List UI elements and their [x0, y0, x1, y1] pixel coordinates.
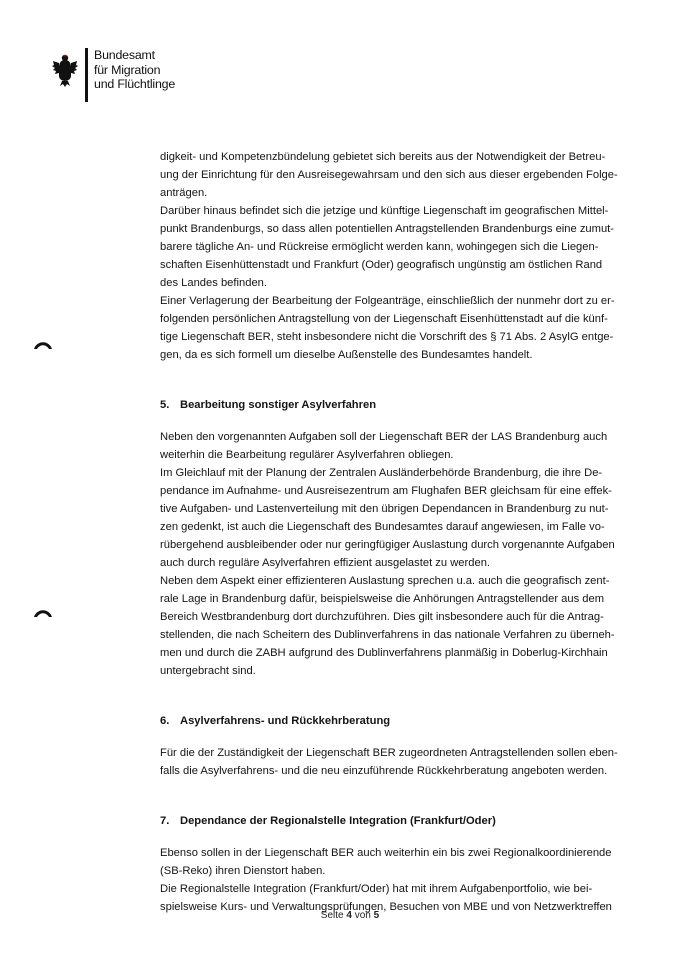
page-of-label: von	[351, 910, 374, 921]
letterhead-rule	[85, 48, 88, 102]
text-line: spielsweise Kurs- und Verwaltungsprüfungen, Besuchen von MBE und von Netzwerktreffen	[160, 901, 612, 913]
section-number: 7.	[160, 815, 170, 827]
section-title: Asylverfahrens- und Rückkehrberatung	[180, 715, 391, 727]
document-body	[160, 148, 628, 916]
section-heading	[160, 396, 628, 414]
text-line: rübergehend ausbleibender oder nur geringfügiger Auslastung durch vorgenannte Aufgaben	[160, 539, 615, 551]
text-line: Ebenso sollen in der Liegenschaft BER auch weiterhin ein bis zwei Regionalkoordinierende	[160, 847, 612, 859]
paragraph	[160, 464, 628, 572]
paragraph	[160, 428, 628, 464]
text-line: (SB-Reko) ihren Dienstort haben.	[160, 865, 326, 877]
section-number: 5.	[160, 399, 170, 411]
text-line: auch durch reguläre Asylverfahren effizient ausgelastet zu werden.	[160, 557, 491, 569]
text-line: gen, da es sich formell um dieselbe Außenstelle des Bundesamtes handelt.	[160, 349, 533, 361]
paragraph	[160, 148, 628, 202]
agency-name-line: für Migration	[94, 62, 161, 77]
punch-hole-mark-icon	[33, 606, 53, 618]
page-footer	[0, 910, 700, 921]
text-line: stellenden, die nach Scheitern des Dublinverfahrens in das nationale Verfahren zu überneh-	[160, 629, 615, 641]
text-line: folgenden persönlichen Antragstellung von der Liegenschaft Eisenhüttenstadt auf die künf-	[160, 313, 608, 325]
letterhead	[52, 48, 175, 102]
agency-name	[94, 48, 175, 92]
paragraph	[160, 844, 628, 880]
text-line: barere tägliche An- und Rückreise ermöglicht werden kann, wohingegen sich die Liegen-	[160, 241, 599, 253]
agency-name-line: Bundesamt	[94, 48, 155, 62]
text-line: Neben den vorgenannten Aufgaben soll der Liegenschaft BER der LAS Brandenburg auch	[160, 431, 608, 443]
text-line: ung der Einrichtung für den Ausreisegewahrsam und den sich aus dieser ergebenden Folge-	[160, 169, 618, 181]
section-title: Bearbeitung sonstiger Asylverfahren	[180, 399, 377, 411]
text-line: Einer Verlagerung der Bearbeitung der Folgeanträge, einschließlich der nunmehr dort zu er-	[160, 295, 615, 307]
text-line: tige Liegenschaft BER, steht insbesondere nicht die Vorschrift des § 71 Abs. 2 AsylG entge-	[160, 331, 614, 343]
paragraph	[160, 202, 628, 292]
paragraph	[160, 292, 628, 364]
text-line: schaften Eisenhüttenstadt und Frankfurt (Oder) geografisch ungünstig am östlichen Rand	[160, 259, 603, 271]
text-line: des Landes befinden.	[160, 277, 267, 289]
text-line: pendance im Aufnahme- und Ausreisezentrum am Flughafen BER gleichsam für eine effek-	[160, 485, 612, 497]
text-line: Die Regionalstelle Integration (Frankfurt/Oder) hat mit ihrem Aufgabenportfolio, wie bei-	[160, 883, 593, 895]
text-line: Bereich Westbrandenburg dort durchzuführen. Dies gilt insbesondere auch für die Antrag-	[160, 611, 604, 623]
text-line: tive Aufgaben- und Lastenverteilung mit den übrigen Dependancen in Brandenburg zu nut-	[160, 503, 609, 515]
text-line: punkt Brandenburgs, so dass allen potentiellen Antragstellenden Brandenburgs eine zumut-	[160, 223, 615, 235]
punch-hole-mark-icon	[33, 338, 53, 350]
text-line: untergebracht sind.	[160, 665, 256, 677]
text-line: digkeit- und Kompetenzbündelung gebietet sich bereits aus der Notwendigkeit der Betreu-	[160, 151, 606, 163]
page-number: 4	[346, 910, 352, 921]
paragraph	[160, 572, 628, 680]
text-line: weiterhin die Bearbeitung regulärer Asylverfahren obliegen.	[160, 449, 454, 461]
federal-eagle-icon	[52, 52, 78, 88]
section-number: 6.	[160, 715, 170, 727]
text-line: zen gedenkt, ist auch die Liegenschaft des Bundesamtes darauf angewiesen, im Falle vo-	[160, 521, 605, 533]
section-title: Dependance der Regionalstelle Integration (Frankfurt/Oder)	[180, 815, 496, 827]
text-line: falls die Asylverfahrens- und die neu einzuführende Rückkehrberatung angeboten werden.	[160, 765, 608, 777]
section-heading	[160, 812, 628, 830]
text-line: Im Gleichlauf mit der Planung der Zentralen Ausländerbehörde Brandenburg, die ihre De-	[160, 467, 603, 479]
page-label: Seite	[320, 910, 347, 921]
paragraph	[160, 744, 628, 780]
text-line: Darüber hinaus befindet sich die jetzige und künftige Liegenschaft im geografischen Mittel-	[160, 205, 609, 217]
text-line: anträgen.	[160, 187, 208, 199]
page-total: 5	[373, 910, 380, 921]
section-heading	[160, 712, 628, 730]
text-line: men und durch die ZABH aufgrund des Dublinverfahrens planmäßig in Doberlug-Kirchhain	[160, 647, 608, 659]
text-line: rale Lage in Brandenburg dafür, beispielsweise die Anhörungen Antragstellender aus dem	[160, 593, 605, 605]
text-line: Neben dem Aspekt einer effizienteren Auslastung sprechen u.a. auch die geografisch zent-	[160, 575, 610, 587]
agency-name-line: und Flüchtlinge	[94, 77, 176, 91]
text-line: Für die der Zuständigkeit der Liegenschaft BER zugeordneten Antragstellenden sollen eben-	[160, 747, 618, 759]
